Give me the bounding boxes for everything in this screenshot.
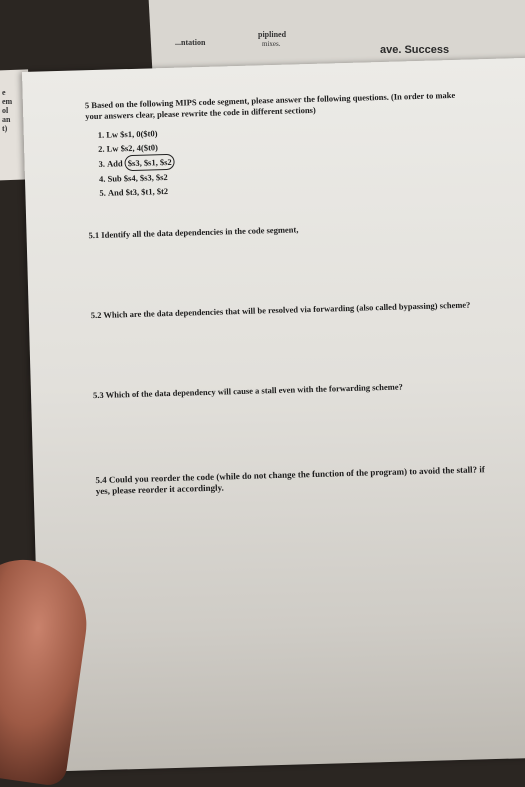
sub-question-5-2: 5.2 Which are the data dependencies that will be resolved via forwarding (also called bypassing) scheme? bbox=[90, 299, 471, 321]
left-fragment: t) bbox=[2, 124, 8, 133]
question-content bbox=[84, 89, 485, 497]
question-heading: 5 Based on the following MIPS code segment, please answer the following questions. (In order to make your answers clear, please rewrite the code in different sections) bbox=[84, 89, 456, 122]
code-line: 3. Add $s3, $s1, $s2 bbox=[98, 146, 466, 172]
code-line: 1. Lw $s1, 0($t0) bbox=[97, 128, 158, 140]
code-line: 4. Sub $s4, $s3, $s2 bbox=[98, 171, 168, 184]
circled-operand: $s3, $s1, $s2 bbox=[125, 154, 175, 171]
background-success-text: ave. Success bbox=[380, 44, 450, 56]
background-text: ...ntation bbox=[175, 38, 206, 47]
left-fragment: e bbox=[2, 88, 6, 97]
sub-question-5-3: 5.3 Which of the data dependency will cause a stall even with the forwarding scheme? bbox=[92, 381, 403, 401]
left-fragment: em bbox=[2, 97, 13, 106]
left-fragment: ol bbox=[2, 106, 9, 115]
background-text: piplined bbox=[258, 30, 287, 39]
sub-question-5-4: 5.4 Could you reorder the code (while do not change the function of the program) to avoid the stall? if yes, please reorder it accordingly. bbox=[95, 464, 485, 497]
left-fragment: an bbox=[2, 115, 11, 124]
code-line: 2. Lw $s2, 4($t0) bbox=[98, 142, 159, 154]
sub-question-5-1: 5.1 Identify all the data dependencies in the code segment, bbox=[88, 224, 299, 241]
code-line: 5. And $t3, $t1, $t2 bbox=[99, 185, 169, 198]
question-sheet bbox=[22, 56, 525, 771]
background-text: mixes. bbox=[262, 40, 281, 48]
mips-code bbox=[98, 118, 468, 200]
